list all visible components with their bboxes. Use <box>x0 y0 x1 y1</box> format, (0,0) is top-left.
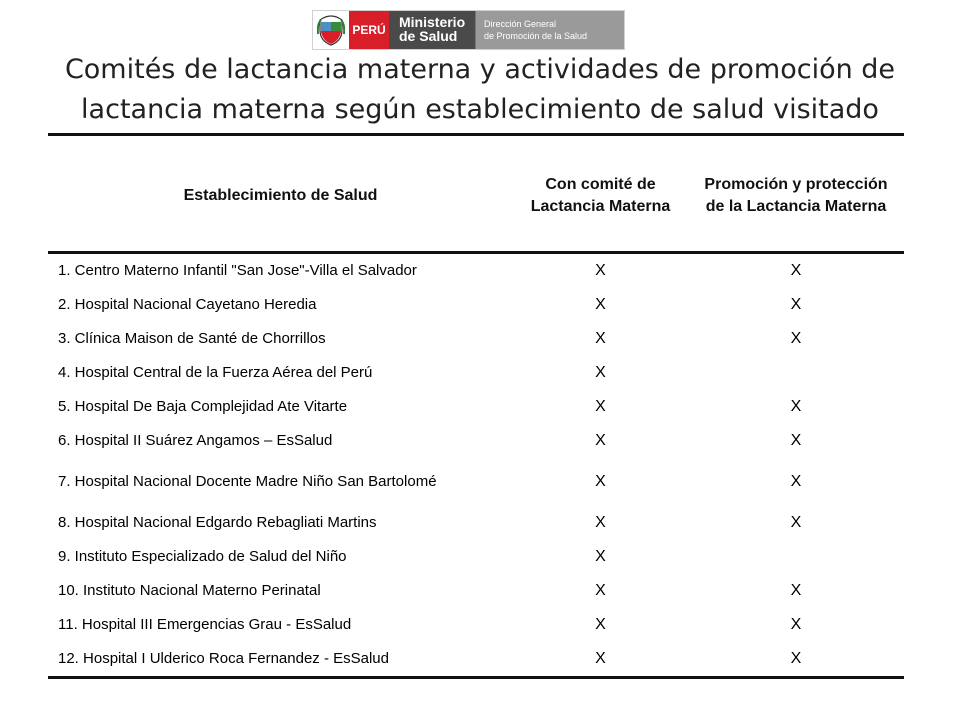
promocion-mark: X <box>790 330 802 347</box>
column-header-establecimiento: Establecimiento de Salud <box>48 140 513 253</box>
establishment-name: 10. Instituto Nacional Materno Perinatal <box>58 582 321 599</box>
title-line2: lactancia materna según establecimiento de salud visitado <box>81 94 879 125</box>
ministerio-line1: Ministerio <box>399 14 466 30</box>
title-line1: Comités de lactancia materna y actividades de promoción de <box>64 54 896 85</box>
establishment-name: 7. Hospital Nacional Docente Madre Niño San Bartolomé <box>58 473 437 490</box>
establishment-name: 5. Hospital De Baja Complejidad Ate Vitarte <box>58 398 348 415</box>
promocion-mark: X <box>790 432 802 449</box>
table-row <box>48 253 904 289</box>
comite-mark: X <box>595 296 606 313</box>
promocion-mark: X <box>790 296 802 313</box>
title-divider <box>48 133 904 136</box>
table-header-row <box>48 140 904 253</box>
table-row <box>48 506 904 540</box>
promocion-mark: X <box>790 514 802 531</box>
establishment-name: 12. Hospital I Ulderico Roca Fernandez - EsSalud <box>48 642 513 678</box>
direccion-line2: de Promoción de la Salud <box>484 31 588 41</box>
ministry-logo <box>312 10 625 50</box>
promocion-mark <box>688 356 904 390</box>
promocion-mark: X <box>688 642 904 678</box>
establishment-name: 2. Hospital Nacional Cayetano Heredia <box>58 296 317 313</box>
establishment-name: 1. Centro Materno Infantil "San Jose"-Villa el Salvador <box>58 262 417 279</box>
comite-mark: X <box>595 364 606 381</box>
peru-badge: PERÚ <box>349 11 389 49</box>
table-row <box>48 390 904 424</box>
comite-mark: X <box>595 262 606 279</box>
page-title <box>0 50 960 130</box>
comite-mark: X <box>595 398 606 415</box>
comite-mark: X <box>595 432 606 449</box>
promocion-mark <box>688 540 904 574</box>
establishment-name: 11. Hospital III Emergencias Grau - EsSalud <box>58 616 352 633</box>
establishment-name: 6. Hospital II Suárez Angamos – EsSalud <box>58 432 333 449</box>
table-row <box>48 322 904 356</box>
comite-mark: X <box>595 473 606 490</box>
comite-mark: X <box>595 548 606 565</box>
table-row <box>48 608 904 642</box>
table-row <box>48 288 904 322</box>
direccion-line1: Dirección General <box>484 19 557 29</box>
table-row <box>48 356 904 390</box>
comite-mark: X <box>513 642 688 678</box>
table-row <box>48 540 904 574</box>
column-header-promocion: Promoción y protección de la Lactancia Materna <box>688 140 904 253</box>
table-row <box>48 574 904 608</box>
table-row <box>48 642 904 678</box>
comite-mark: X <box>595 616 606 633</box>
establishment-name: 9. Instituto Especializado de Salud del Niño <box>58 548 347 565</box>
comite-mark: X <box>595 330 606 347</box>
promocion-mark: X <box>790 262 802 279</box>
ministerio-de-salud-label <box>389 11 476 49</box>
column-header-comite: Con comité de Lactancia Materna <box>513 140 688 253</box>
establishment-name: 8. Hospital Nacional Edgardo Rebagliati Martins <box>58 514 377 531</box>
promocion-mark: X <box>790 616 802 633</box>
coat-of-arms-icon <box>313 11 349 49</box>
comite-mark: X <box>595 582 606 599</box>
direccion-general-label <box>476 11 624 49</box>
comite-mark: X <box>595 514 606 531</box>
establishments-table <box>48 140 904 679</box>
establishment-name: 4. Hospital Central de la Fuerza Aérea del Perú <box>58 364 373 381</box>
ministerio-line2: de Salud <box>399 28 458 44</box>
promocion-mark: X <box>790 473 802 490</box>
promocion-mark: X <box>790 582 802 599</box>
table-row <box>48 424 904 458</box>
establishment-name: 3. Clínica Maison de Santé de Chorrillos <box>58 330 326 347</box>
promocion-mark: X <box>790 398 802 415</box>
table-row <box>48 458 904 506</box>
